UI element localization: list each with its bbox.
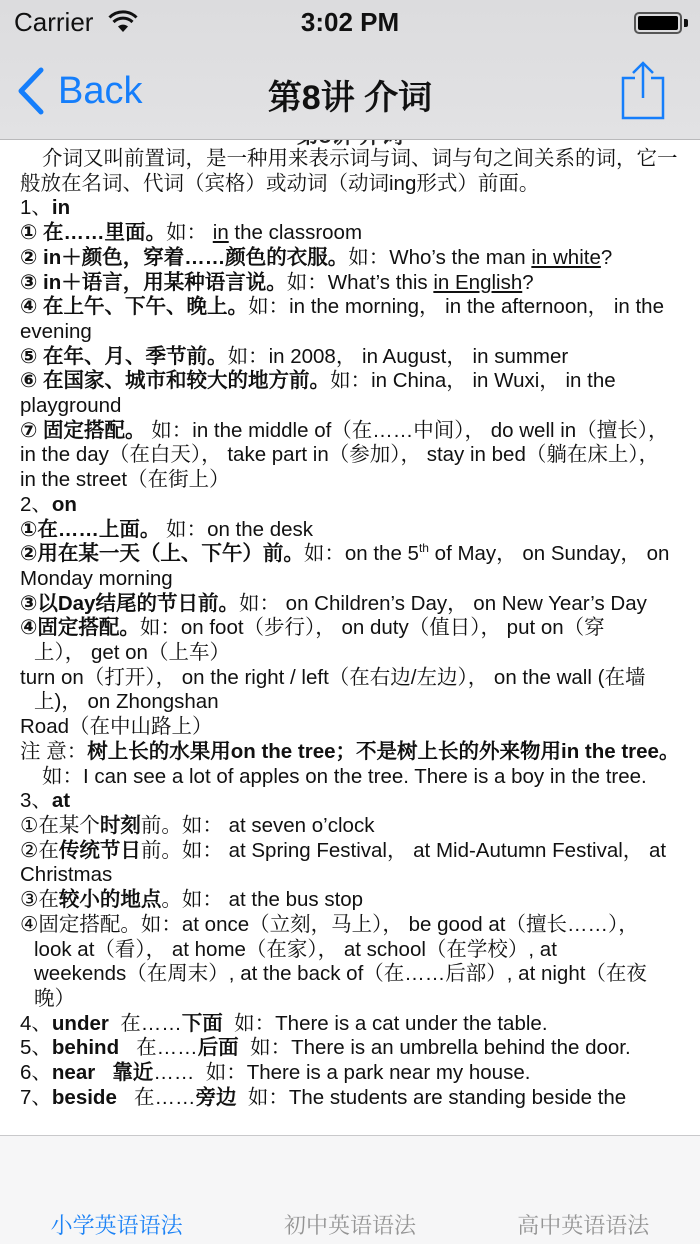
rule-item: ① 在……里面。如： in the classroom (20, 221, 363, 245)
rule-item: ②用在某一天（上、下午）前。如：on the 5th of May， on Sunday， on Monday morning (20, 541, 670, 590)
rule-item: ④固定搭配。如：at once（立刻，马上）， be good at（擅长……）， (20, 912, 639, 936)
section-heading: 3、at (20, 789, 71, 813)
rule-item: ③ in＋语言，用某种语言说。如：What’s this in English? (20, 270, 534, 294)
rule-item: ⑦ 固定搭配。 如：in the middle of（在……中间）， do well in（擅长）， in the day（在白天）， take part in（参加）， stay in bed（躺在床上）， in the street（在街上） (20, 418, 669, 492)
tab-junior-grammar[interactable]: 初中英语语法 (283, 1213, 416, 1238)
rule-item: ⑤ 在年、月、季节前。如：in 2008， in August， in summer (20, 344, 569, 368)
battery-cap (684, 19, 688, 27)
share-icon[interactable] (618, 60, 668, 120)
note: 注 意：树上长的水果用on the tree；不是树上长的外来物用in the tree。 (20, 739, 680, 763)
lesson-content[interactable] (0, 125, 700, 1135)
rule-item: ①在某个时刻前。如： at seven o’clock (20, 813, 375, 837)
note-example: 如：I can see a lot of apples on the tree. There is a boy in the tree. (42, 764, 647, 788)
short-item: 5、behind 在……后面 如：There is an umbrella behind the door. (20, 1036, 631, 1060)
rule-continuation: look at（看）， at home（在家）， at school（在学校）, at (34, 937, 557, 961)
rule-item: ③在较小的地点。如： at the bus stop (20, 888, 364, 912)
rule-item: ④固定搭配。如：on foot（步行）， on duty（值日）， put on（穿 (20, 616, 605, 640)
carrier-label: Carrier (14, 7, 94, 37)
rule-item: ③以Day结尾的节日前。如： on Children’s Day， on New Year’s Day (20, 591, 647, 615)
section-heading: 2、on (20, 492, 77, 516)
rule-item: ② in＋颜色，穿着……颜色的衣服。如：Who’s the man in white? (20, 245, 613, 269)
top-bar (0, 0, 700, 140)
short-item: 6、near 靠近…… 如：There is a park near my house. (20, 1061, 531, 1085)
short-item: 7、beside 在……旁边 如：The students are standing beside the (20, 1085, 627, 1109)
rule-item: ④ 在上午、下午、晚上。如：in the morning， in the afternoon， in the evening (20, 295, 664, 343)
tab-primary-grammar[interactable]: 小学英语语法 (50, 1213, 183, 1238)
rule-continuation: weekends（在周末）, at the back of（在……后部）, at night（在夜 (34, 962, 647, 986)
short-item: 4、under 在……下面 如：There is a cat under the table. (20, 1011, 548, 1035)
section-heading: 1、in (20, 196, 71, 220)
battery-full-icon (634, 12, 682, 34)
navigation-bar (0, 44, 700, 140)
rule-continuation: 上）， get on（上车） (34, 641, 230, 665)
rule-item: ②在传统节日前。如： at Spring Festival， at Mid-Autumn Festival， at Christmas (20, 838, 667, 887)
page-title: 第8讲 介词 (267, 79, 433, 117)
rule-item: ⑥ 在国家、城市和较大的地方前。如：in China， in Wuxi， in the playground (20, 369, 616, 418)
tab-senior-grammar[interactable]: 高中英语语法 (517, 1213, 650, 1238)
status-time: 3:02 PM (300, 7, 400, 37)
back-label: Back (58, 69, 143, 112)
rule-item: ①在……上面。 如：on the desk (20, 517, 314, 541)
intro-paragraph: 介词又叫前置词，是一种用来表示词与词、词与句之间关系的词，它一般放在名词、代词（宾格）或动词（动词ing形式）前面。 (20, 147, 678, 195)
rule-continuation: Road（在中山路上） (20, 715, 213, 739)
tab-bar (0, 1135, 700, 1244)
rule-continuation: 晚） (34, 986, 75, 1010)
status-bar (0, 0, 700, 44)
rule-continuation: 上)， on Zhongshan (34, 690, 219, 714)
rule-continuation: turn on（打开）， on the right / left（在右边/左边）， on the wall (在墙 (20, 665, 646, 689)
